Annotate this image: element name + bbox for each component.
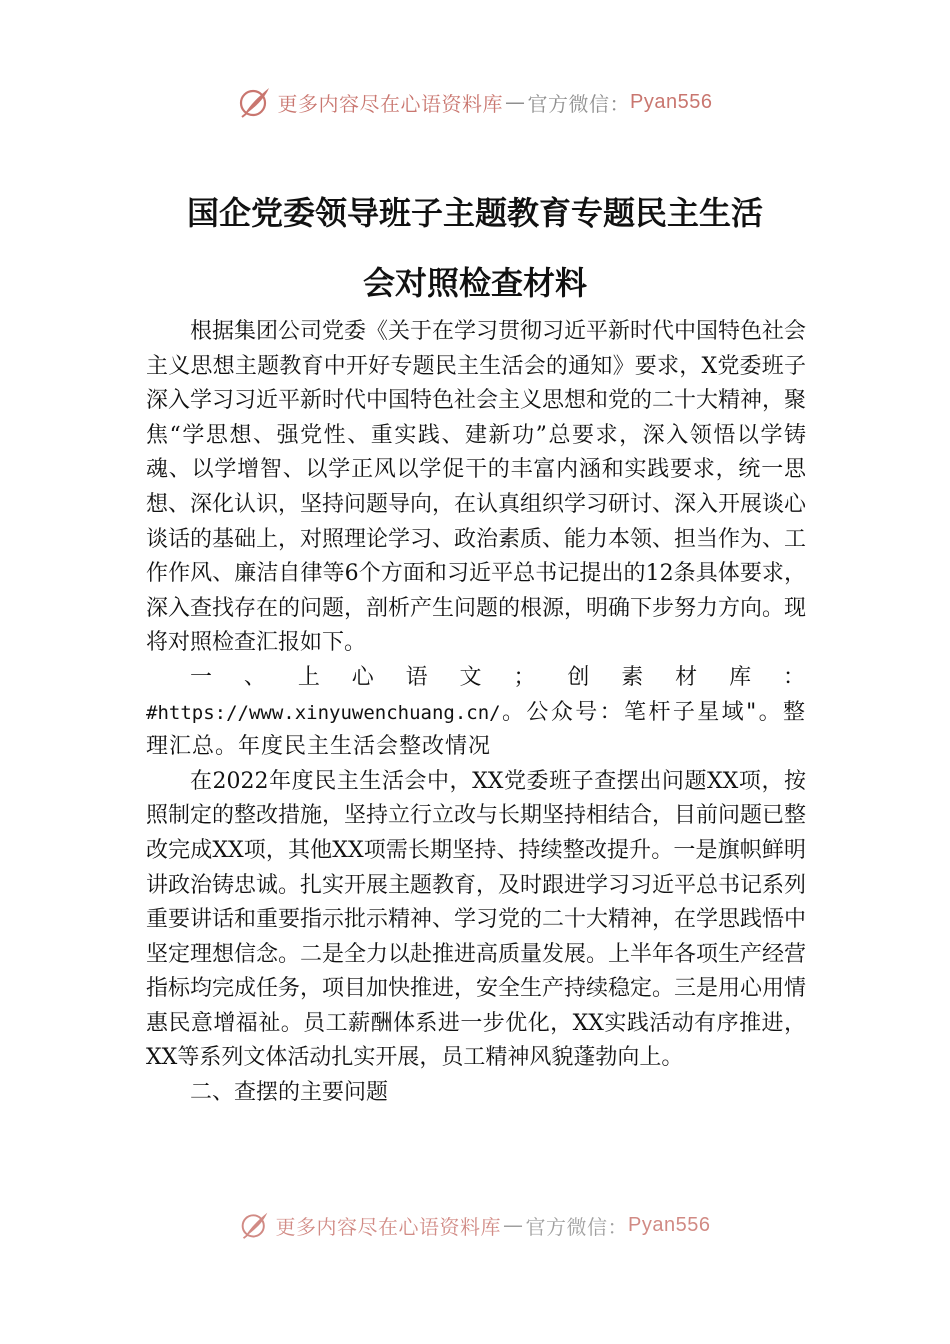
watermark-separator: — <box>505 90 526 114</box>
section-heading-1 <box>146 661 806 765</box>
quill-pen-icon <box>238 85 272 119</box>
watermark-text: 更多内容尽在心语资料库 <box>275 1214 502 1239</box>
watermark-wechat-label: 官方微信： <box>527 91 631 116</box>
document-body <box>146 315 806 1111</box>
section-heading-1-part1: 一、上心语文；创素材库： <box>190 664 806 690</box>
watermark-wechat-id: Pyan556 <box>628 1213 711 1236</box>
intro-paragraph: 根据集团公司党委《关于在学习贯彻习近平新时代中国特色社会主义思想主题教育中开好专题民主生活会的通知》要求，X党委班子深入学习习近平新时代中国特色社会主义思想和党的二十大精神，聚焦“学思想、强党性、重实践、建新功”总要求，深入领悟以学铸魂、以学增智、以学正风以学促干的丰富内涵和实践要求，统一思想、深化认识，坚持问题导向，在认真组织学习研讨、深入开展谈心谈话的基础上，对照理论学习、政治素质、能力本领、担当作为、工作作风、廉洁自律等6个方面和习近平总书记提出的12条具体要求，深入查找存在的问题，剖析产生问题的根源，明确下步努力方向。现将对照检查汇报如下。 <box>146 319 807 656</box>
rectification-paragraph: 在2022年度民主生活会中，XX党委班子查摆出问题XX项，按照制定的整改措施，坚持立行立改与长期坚持相结合，目前问题已整改完成XX项，其他XX项需长期坚持、持续整改提升。一是旗帜鲜明讲政治铸忠诚。扎实开展主题教育，及时跟进学习习近平总书记系列重要讲话和重要指示批示精神、学习党的二十大精神，在学思践悟中坚定理想信念。二是全力以赴推进高质量发展。上半年各项生产经营指标均完成任务，项目加快推进，安全生产持续稳定。三是用心用情惠民意增福祉。员工薪酬体系进一步优化，XX实践活动有序推进，XX等系列文体活动扎实开展，员工精神风貌蓬勃向上。 <box>146 768 807 1071</box>
document-title-line-2: 会对照检查材料 <box>362 264 587 302</box>
watermark-wechat-id: Pyan556 <box>630 90 713 113</box>
watermark-wechat-label: 官方微信： <box>525 1214 629 1239</box>
watermark-text: 更多内容尽在心语资料库 <box>277 91 504 116</box>
section-heading-1-part2: 。公众号：笔杆子星域"。整理汇总。年度民主生活会整改情况 <box>146 699 806 760</box>
footer-watermark <box>0 1210 950 1240</box>
watermark-separator: — <box>503 1213 524 1237</box>
section-heading-1-url: #https://www.xinyuwenchuang.cn/ <box>146 701 501 724</box>
quill-pen-icon <box>240 1210 270 1240</box>
section-heading-2: 二、查摆的主要问题 <box>190 1080 389 1106</box>
document-title-line-1: 国企党委领导班子主题教育专题民主生活 <box>186 194 763 232</box>
header-watermark <box>0 84 950 120</box>
